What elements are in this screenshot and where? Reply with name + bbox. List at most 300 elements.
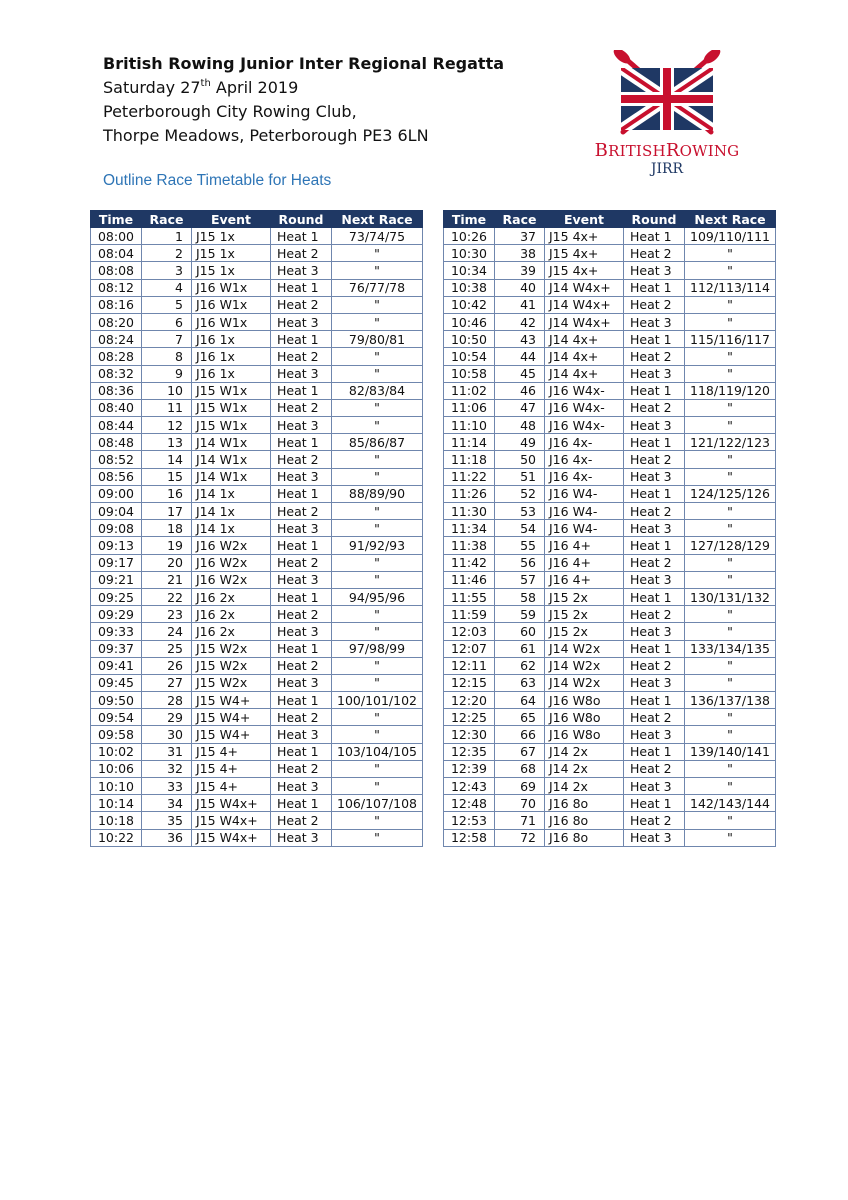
next-race-cell: " [685, 417, 776, 434]
event-cell: J15 W1x [192, 399, 271, 416]
table-row [91, 451, 423, 468]
time-cell: 10:30 [444, 245, 495, 262]
round-cell: Heat 3 [624, 365, 685, 382]
round-cell: Heat 2 [624, 503, 685, 520]
race-number-cell: 67 [495, 743, 545, 760]
race-number-cell: 66 [495, 726, 545, 743]
table-row [444, 279, 776, 296]
col-header-time: Time [91, 211, 142, 228]
event-cell: J16 2x [192, 588, 271, 605]
table-row [91, 760, 423, 777]
col-header-race: Race [495, 211, 545, 228]
table-row [444, 726, 776, 743]
time-cell: 09:29 [91, 606, 142, 623]
round-cell: Heat 2 [624, 554, 685, 571]
time-cell: 09:17 [91, 554, 142, 571]
col-header-next-race: Next Race [332, 211, 423, 228]
round-cell: Heat 2 [624, 760, 685, 777]
event-cell: J16 W8o [545, 726, 624, 743]
race-number-cell: 11 [142, 399, 192, 416]
round-cell: Heat 1 [271, 331, 332, 348]
round-cell: Heat 3 [624, 520, 685, 537]
race-number-cell: 2 [142, 245, 192, 262]
round-cell: Heat 1 [624, 382, 685, 399]
race-number-cell: 32 [142, 760, 192, 777]
time-cell: 08:24 [91, 331, 142, 348]
table-row [444, 245, 776, 262]
event-cell: J16 W1x [192, 313, 271, 330]
table-row [91, 331, 423, 348]
table-row [91, 417, 423, 434]
regatta-date [103, 76, 504, 100]
next-race-cell: " [332, 778, 423, 795]
race-number-cell: 61 [495, 640, 545, 657]
time-cell: 08:12 [91, 279, 142, 296]
race-number-cell: 24 [142, 623, 192, 640]
next-race-cell: 121/122/123 [685, 434, 776, 451]
time-cell: 12:11 [444, 657, 495, 674]
time-cell: 11:30 [444, 503, 495, 520]
event-cell: J14 2x [545, 760, 624, 777]
race-number-cell: 59 [495, 606, 545, 623]
time-cell: 11:59 [444, 606, 495, 623]
round-cell: Heat 3 [624, 262, 685, 279]
event-cell: J15 2x [545, 606, 624, 623]
race-number-cell: 35 [142, 812, 192, 829]
race-number-cell: 37 [495, 228, 545, 245]
next-race-cell: " [685, 829, 776, 846]
race-number-cell: 36 [142, 829, 192, 846]
event-cell: J15 4+ [192, 743, 271, 760]
next-race-cell: " [332, 468, 423, 485]
round-cell: Heat 2 [271, 296, 332, 313]
table-row [444, 537, 776, 554]
next-race-cell: 97/98/99 [332, 640, 423, 657]
time-cell: 09:00 [91, 485, 142, 502]
table-row [444, 503, 776, 520]
table-row [444, 778, 776, 795]
table-row [91, 399, 423, 416]
round-cell: Heat 2 [271, 503, 332, 520]
event-cell: J15 W4+ [192, 709, 271, 726]
event-cell: J16 8o [545, 795, 624, 812]
next-race-cell: 103/104/105 [332, 743, 423, 760]
next-race-cell: " [332, 812, 423, 829]
time-cell: 10:42 [444, 296, 495, 313]
col-header-round: Round [624, 211, 685, 228]
race-number-cell: 7 [142, 331, 192, 348]
next-race-cell: 133/134/135 [685, 640, 776, 657]
header-row [91, 211, 423, 228]
timetable-left [90, 210, 423, 847]
event-cell: J16 W4x- [545, 417, 624, 434]
event-cell: J15 W4x+ [192, 829, 271, 846]
table-row [91, 279, 423, 296]
british-rowing-logo [586, 50, 748, 177]
table-row [444, 348, 776, 365]
next-race-cell: " [685, 468, 776, 485]
event-cell: J16 2x [192, 606, 271, 623]
table-row [444, 743, 776, 760]
round-cell: Heat 1 [271, 640, 332, 657]
table-row [91, 382, 423, 399]
race-number-cell: 33 [142, 778, 192, 795]
next-race-cell: " [332, 296, 423, 313]
time-cell: 08:40 [91, 399, 142, 416]
race-number-cell: 8 [142, 348, 192, 365]
race-number-cell: 51 [495, 468, 545, 485]
event-cell: J14 4x+ [545, 365, 624, 382]
table-row [444, 623, 776, 640]
next-race-cell: " [332, 417, 423, 434]
next-race-cell: " [685, 365, 776, 382]
table-row [444, 451, 776, 468]
race-number-cell: 23 [142, 606, 192, 623]
race-number-cell: 16 [142, 485, 192, 502]
event-cell: J15 4x+ [545, 245, 624, 262]
race-number-cell: 26 [142, 657, 192, 674]
time-cell: 08:00 [91, 228, 142, 245]
time-cell: 10:26 [444, 228, 495, 245]
race-number-cell: 48 [495, 417, 545, 434]
next-race-cell: " [332, 829, 423, 846]
event-cell: J16 1x [192, 331, 271, 348]
event-cell: J16 W8o [545, 692, 624, 709]
next-race-cell: " [332, 606, 423, 623]
event-cell: J15 1x [192, 228, 271, 245]
table-row [444, 313, 776, 330]
table-row [444, 365, 776, 382]
time-cell: 12:53 [444, 812, 495, 829]
race-number-cell: 4 [142, 279, 192, 296]
next-race-cell: " [685, 296, 776, 313]
round-cell: Heat 1 [624, 795, 685, 812]
race-number-cell: 20 [142, 554, 192, 571]
time-cell: 10:02 [91, 743, 142, 760]
event-cell: J15 4x+ [545, 262, 624, 279]
event-cell: J16 W2x [192, 554, 271, 571]
event-cell: J14 W4x+ [545, 313, 624, 330]
race-number-cell: 64 [495, 692, 545, 709]
next-race-cell: " [332, 571, 423, 588]
document-header [103, 52, 504, 148]
event-cell: J15 W1x [192, 417, 271, 434]
event-cell: J15 W2x [192, 657, 271, 674]
event-cell: J14 W2x [545, 640, 624, 657]
race-number-cell: 34 [142, 795, 192, 812]
race-number-cell: 10 [142, 382, 192, 399]
event-cell: J16 8o [545, 812, 624, 829]
event-cell: J16 W4- [545, 503, 624, 520]
round-cell: Heat 2 [271, 760, 332, 777]
next-race-cell: 91/92/93 [332, 537, 423, 554]
event-cell: J14 W1x [192, 468, 271, 485]
next-race-cell: 76/77/78 [332, 279, 423, 296]
round-cell: Heat 2 [624, 606, 685, 623]
round-cell: Heat 1 [271, 485, 332, 502]
race-number-cell: 6 [142, 313, 192, 330]
event-cell: J15 W4x+ [192, 812, 271, 829]
round-cell: Heat 2 [624, 709, 685, 726]
time-cell: 10:14 [91, 795, 142, 812]
round-cell: Heat 2 [271, 709, 332, 726]
next-race-cell: " [332, 709, 423, 726]
race-number-cell: 28 [142, 692, 192, 709]
race-number-cell: 53 [495, 503, 545, 520]
event-cell: J16 4x- [545, 468, 624, 485]
next-race-cell: 73/74/75 [332, 228, 423, 245]
table-row [444, 296, 776, 313]
time-cell: 08:48 [91, 434, 142, 451]
race-number-cell: 25 [142, 640, 192, 657]
time-cell: 08:44 [91, 417, 142, 434]
table-row [91, 778, 423, 795]
round-cell: Heat 3 [624, 674, 685, 691]
race-number-cell: 57 [495, 571, 545, 588]
event-cell: J16 W2x [192, 571, 271, 588]
next-race-cell: 106/107/108 [332, 795, 423, 812]
table-row [91, 657, 423, 674]
table-row [91, 726, 423, 743]
round-cell: Heat 1 [271, 434, 332, 451]
table-row [444, 640, 776, 657]
table-row [444, 571, 776, 588]
round-cell: Heat 3 [271, 520, 332, 537]
round-cell: Heat 3 [624, 571, 685, 588]
event-cell: J14 4x+ [545, 348, 624, 365]
table-row [91, 434, 423, 451]
race-number-cell: 42 [495, 313, 545, 330]
time-cell: 11:34 [444, 520, 495, 537]
race-number-cell: 72 [495, 829, 545, 846]
next-race-cell: 112/113/114 [685, 279, 776, 296]
event-cell: J14 2x [545, 778, 624, 795]
table-row [91, 623, 423, 640]
round-cell: Heat 2 [624, 451, 685, 468]
time-cell: 10:10 [91, 778, 142, 795]
table-row [444, 262, 776, 279]
round-cell: Heat 3 [271, 571, 332, 588]
next-race-cell: " [332, 503, 423, 520]
table-row [444, 434, 776, 451]
event-cell: J15 W1x [192, 382, 271, 399]
round-cell: Heat 2 [271, 245, 332, 262]
event-cell: J15 4+ [192, 778, 271, 795]
table-row [91, 520, 423, 537]
round-cell: Heat 1 [624, 279, 685, 296]
date-prefix: Saturday 27 [103, 78, 201, 97]
time-cell: 10:38 [444, 279, 495, 296]
round-cell: Heat 1 [624, 640, 685, 657]
race-number-cell: 68 [495, 760, 545, 777]
time-cell: 08:04 [91, 245, 142, 262]
event-cell: J16 1x [192, 365, 271, 382]
event-cell: J14 W1x [192, 451, 271, 468]
race-number-cell: 18 [142, 520, 192, 537]
next-race-cell: " [685, 760, 776, 777]
venue-line-1: Peterborough City Rowing Club, [103, 102, 357, 121]
race-number-cell: 19 [142, 537, 192, 554]
time-cell: 11:46 [444, 571, 495, 588]
next-race-cell: 85/86/87 [332, 434, 423, 451]
time-cell: 09:33 [91, 623, 142, 640]
race-number-cell: 50 [495, 451, 545, 468]
race-number-cell: 70 [495, 795, 545, 812]
time-cell: 12:39 [444, 760, 495, 777]
time-cell: 12:20 [444, 692, 495, 709]
next-race-cell: 127/128/129 [685, 537, 776, 554]
table-row [444, 829, 776, 846]
round-cell: Heat 2 [624, 399, 685, 416]
table-row [444, 417, 776, 434]
event-cell: J16 W4x- [545, 382, 624, 399]
next-race-cell: " [685, 606, 776, 623]
next-race-cell: " [332, 399, 423, 416]
race-number-cell: 1 [142, 228, 192, 245]
next-race-cell: " [685, 623, 776, 640]
event-cell: J15 W4+ [192, 726, 271, 743]
race-number-cell: 54 [495, 520, 545, 537]
event-cell: J14 1x [192, 520, 271, 537]
race-number-cell: 17 [142, 503, 192, 520]
time-cell: 10:22 [91, 829, 142, 846]
event-cell: J15 4+ [192, 760, 271, 777]
race-number-cell: 63 [495, 674, 545, 691]
logo-subtext: JIRR [650, 161, 684, 177]
time-cell: 09:58 [91, 726, 142, 743]
table-row [444, 554, 776, 571]
event-cell: J16 4+ [545, 571, 624, 588]
next-race-cell: " [685, 245, 776, 262]
time-cell: 11:10 [444, 417, 495, 434]
event-cell: J16 8o [545, 829, 624, 846]
time-cell: 12:48 [444, 795, 495, 812]
next-race-cell: " [332, 760, 423, 777]
race-number-cell: 9 [142, 365, 192, 382]
table-row [91, 245, 423, 262]
col-header-event: Event [192, 211, 271, 228]
table-row [444, 657, 776, 674]
next-race-cell: " [685, 451, 776, 468]
round-cell: Heat 3 [271, 778, 332, 795]
round-cell: Heat 3 [624, 829, 685, 846]
round-cell: Heat 1 [271, 279, 332, 296]
race-number-cell: 5 [142, 296, 192, 313]
col-header-event: Event [545, 211, 624, 228]
time-cell: 08:32 [91, 365, 142, 382]
race-number-cell: 39 [495, 262, 545, 279]
event-cell: J15 1x [192, 262, 271, 279]
round-cell: Heat 1 [624, 588, 685, 605]
time-cell: 11:38 [444, 537, 495, 554]
table-row [91, 795, 423, 812]
next-race-cell: 139/140/141 [685, 743, 776, 760]
table-row [444, 760, 776, 777]
time-cell: 10:34 [444, 262, 495, 279]
table-row [444, 485, 776, 502]
table-row [91, 485, 423, 502]
next-race-cell: 100/101/102 [332, 692, 423, 709]
round-cell: Heat 2 [624, 245, 685, 262]
table-row [444, 812, 776, 829]
round-cell: Heat 2 [271, 451, 332, 468]
time-cell: 11:14 [444, 434, 495, 451]
time-cell: 08:08 [91, 262, 142, 279]
race-number-cell: 58 [495, 588, 545, 605]
next-race-cell: " [685, 674, 776, 691]
round-cell: Heat 2 [271, 606, 332, 623]
table-row [91, 709, 423, 726]
time-cell: 08:36 [91, 382, 142, 399]
event-cell: J16 W1x [192, 279, 271, 296]
time-cell: 09:45 [91, 674, 142, 691]
time-cell: 08:56 [91, 468, 142, 485]
round-cell: Heat 3 [624, 726, 685, 743]
round-cell: Heat 3 [624, 417, 685, 434]
time-cell: 12:03 [444, 623, 495, 640]
table-row [444, 709, 776, 726]
next-race-cell: " [332, 657, 423, 674]
next-race-cell: 118/119/120 [685, 382, 776, 399]
table-row [91, 503, 423, 520]
round-cell: Heat 1 [624, 331, 685, 348]
time-cell: 08:52 [91, 451, 142, 468]
next-race-cell: 94/95/96 [332, 588, 423, 605]
col-header-next-race: Next Race [685, 211, 776, 228]
time-cell: 11:55 [444, 588, 495, 605]
race-number-cell: 30 [142, 726, 192, 743]
race-number-cell: 3 [142, 262, 192, 279]
time-cell: 12:07 [444, 640, 495, 657]
race-number-cell: 38 [495, 245, 545, 262]
event-cell: J14 2x [545, 743, 624, 760]
race-number-cell: 22 [142, 588, 192, 605]
table-row [444, 382, 776, 399]
table-row [91, 468, 423, 485]
table-row [444, 795, 776, 812]
round-cell: Heat 3 [271, 674, 332, 691]
round-cell: Heat 3 [271, 417, 332, 434]
table-row [91, 571, 423, 588]
time-cell: 08:28 [91, 348, 142, 365]
time-cell: 09:41 [91, 657, 142, 674]
time-cell: 11:18 [444, 451, 495, 468]
time-cell: 12:15 [444, 674, 495, 691]
next-race-cell: 88/89/90 [332, 485, 423, 502]
race-number-cell: 45 [495, 365, 545, 382]
time-cell: 12:58 [444, 829, 495, 846]
table-row [91, 674, 423, 691]
next-race-cell: " [685, 657, 776, 674]
round-cell: Heat 2 [271, 399, 332, 416]
event-cell: J15 W2x [192, 640, 271, 657]
next-race-cell: " [332, 623, 423, 640]
race-number-cell: 46 [495, 382, 545, 399]
time-cell: 12:25 [444, 709, 495, 726]
table-row [91, 296, 423, 313]
table-row [91, 554, 423, 571]
event-cell: J16 4x- [545, 434, 624, 451]
header-row [444, 211, 776, 228]
event-cell: J15 W4x+ [192, 795, 271, 812]
round-cell: Heat 1 [271, 692, 332, 709]
time-cell: 10:58 [444, 365, 495, 382]
race-number-cell: 43 [495, 331, 545, 348]
table-row [91, 743, 423, 760]
event-cell: J14 4x+ [545, 331, 624, 348]
logo-wordmark: BRITISHROWING [594, 140, 740, 161]
next-race-cell: " [685, 313, 776, 330]
